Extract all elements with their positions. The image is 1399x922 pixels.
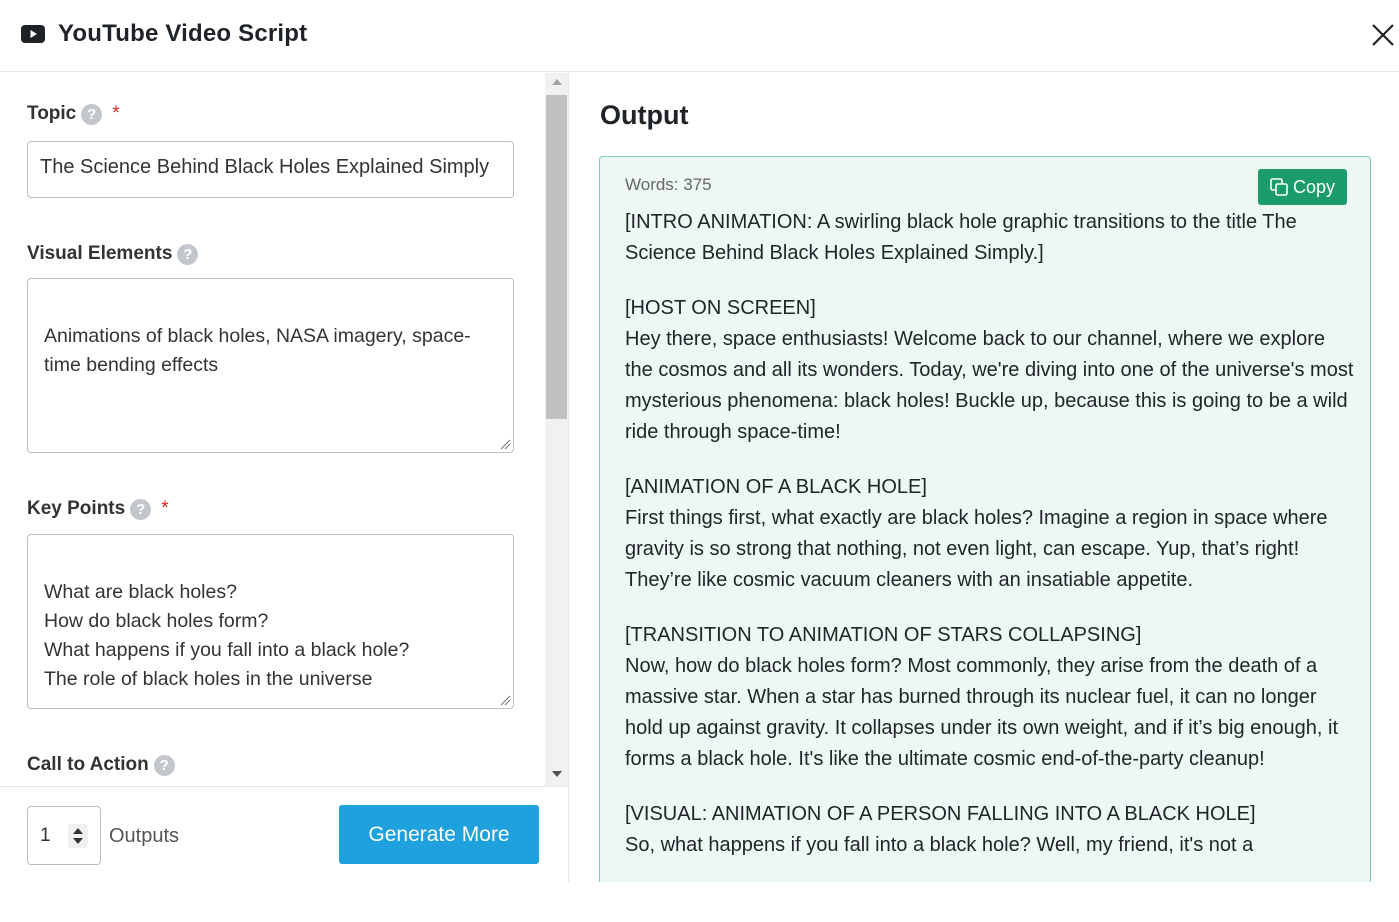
visual-elements-label-text: Visual Elements — [27, 243, 173, 264]
generate-more-button[interactable]: Generate More — [339, 805, 539, 864]
topic-label — [27, 103, 120, 125]
call-to-action-label-text: Call to Action — [27, 754, 149, 775]
copy-icon — [1270, 178, 1288, 196]
stepper-arrows[interactable] — [68, 824, 88, 848]
output-box — [599, 156, 1371, 882]
help-icon[interactable]: ? — [81, 104, 102, 125]
topic-input[interactable]: The Science Behind Black Holes Explained Simply — [27, 141, 514, 198]
outputs-stepper[interactable] — [27, 806, 101, 865]
key-points-text: What are black holes? How do black holes form? What happens if you fall into a black hole? The role of black holes in the universe — [44, 581, 410, 690]
bottom-strip — [0, 882, 1399, 922]
outputs-count[interactable]: 1 — [40, 825, 51, 846]
scrollbar-thumb[interactable] — [546, 95, 567, 419]
visual-elements-textarea[interactable] — [27, 278, 514, 453]
key-points-textarea[interactable] — [27, 534, 514, 709]
required-marker: * — [161, 498, 169, 519]
form-scroll-area — [0, 73, 544, 786]
decrement-arrow-icon[interactable] — [73, 838, 83, 844]
output-panel — [570, 73, 1399, 882]
resize-grip-icon[interactable] — [499, 438, 511, 450]
required-marker: * — [112, 103, 120, 124]
form-scrollbar[interactable] — [545, 73, 569, 786]
visual-elements-text: Animations of black holes, NASA imagery, space- time bending effects — [44, 325, 471, 376]
modal-header — [0, 0, 1399, 72]
output-text — [625, 207, 1355, 882]
resize-grip-icon[interactable] — [499, 694, 511, 706]
input-panel — [0, 73, 569, 882]
help-icon[interactable]: ? — [177, 244, 198, 265]
output-paragraph: [VISUAL: ANIMATION OF A PERSON FALLING INTO A BLACK HOLE] So, what happens if you fall into a black hole? Well, my friend, it's not a — [625, 803, 1256, 856]
topic-label-text: Topic — [27, 103, 77, 124]
outputs-label: Outputs — [109, 825, 180, 847]
output-title: Output — [600, 100, 689, 130]
scroll-up-arrow-icon[interactable] — [552, 79, 562, 85]
copy-label: Copy — [1293, 177, 1336, 197]
key-points-label — [27, 498, 169, 520]
scroll-down-arrow-icon[interactable] — [552, 771, 562, 777]
copy-button[interactable] — [1258, 169, 1347, 205]
visual-elements-label — [27, 243, 198, 265]
output-paragraph: [HOST ON SCREEN] Hey there, space enthusiasts! Welcome back to our channel, where we explore the cosmos and all its wonders. Today, we're diving into one of the universe's most mysterious phenomena: black holes! Buckle up, because this is going to be a wild ride through space-time! — [625, 297, 1354, 443]
close-icon[interactable] — [1368, 20, 1398, 50]
increment-arrow-icon[interactable] — [73, 828, 83, 834]
call-to-action-label — [27, 754, 175, 776]
modal-title: YouTube Video Script — [58, 20, 308, 47]
youtube-icon — [21, 25, 45, 43]
help-icon[interactable]: ? — [130, 499, 151, 520]
output-paragraph: [TRANSITION TO ANIMATION OF STARS COLLAPSING] Now, how do black holes form? Most commonly, they arise from the death of a massive star. When a star has burned through its nuclear fuel, it can no longer hold up against gravity. It collapses under its own weight, and if it’s big enough, it forms a black hole. It's like the ultimate cosmic end-of-the-party cleanup! — [625, 624, 1339, 770]
help-icon[interactable]: ? — [154, 755, 175, 776]
output-paragraph: [INTRO ANIMATION: A swirling black hole graphic transitions to the title The Science Behind Black Holes Explained Simply.] — [625, 211, 1297, 264]
form-footer — [0, 786, 569, 882]
key-points-label-text: Key Points — [27, 498, 126, 519]
word-count: Words: 375 — [625, 175, 712, 194]
output-paragraph: [ANIMATION OF A BLACK HOLE] First things first, what exactly are black holes? Imagine a region in space where gravity is so strong that nothing, not even light, can escape. Yup, that’s right! They’re like cosmic vacuum cleaners with an insatiable appetite. — [625, 476, 1328, 591]
